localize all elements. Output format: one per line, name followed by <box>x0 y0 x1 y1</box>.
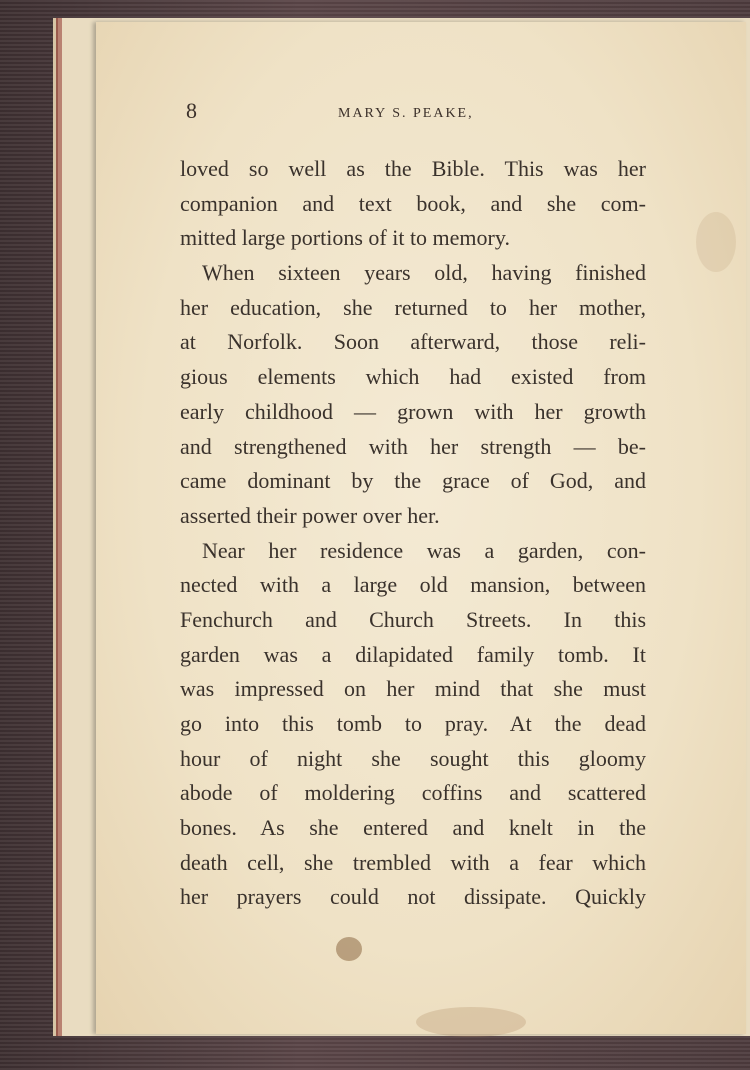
stain-bottom <box>416 1007 526 1037</box>
text-line: asserted their power over her. <box>180 502 440 528</box>
text-line: at Norfolk. Soon afterward, those reli- <box>180 329 646 355</box>
text-line: loved so well as the Bible. This was her <box>180 156 646 181</box>
text-line: her prayers could not dissipate. Quickly <box>180 884 646 910</box>
text-line: bones. As she entered and knelt in the <box>180 815 646 841</box>
text-line: early childhood — grown with her growth <box>180 398 646 424</box>
text-line: her education, she returned to her mother, <box>180 294 646 320</box>
text-line: companion and text book, and she com- <box>180 190 646 216</box>
text-line: mitted large portions of it to memory. <box>180 225 510 251</box>
text-line: gious elements which had existed from <box>180 364 646 390</box>
text-line: go into this tomb to pray. At the dead <box>180 711 646 736</box>
page-text <box>180 152 646 915</box>
text-line: Fenchurch and Church Streets. In this <box>180 606 646 632</box>
text-line: When sixteen years old, having finished <box>202 260 646 286</box>
page-header <box>186 98 516 128</box>
text-line: death cell, she trembled with a fear which <box>180 849 646 875</box>
text-line: abode of moldering coffins and scattered <box>180 780 646 806</box>
text-line: hour of night she sought this gloomy <box>180 745 646 771</box>
stain-margin <box>696 212 736 272</box>
text-line: nected with a large old mansion, between <box>180 572 646 598</box>
text-line: Near her residence was a garden, con- <box>202 537 646 563</box>
text-line: garden was a dilapidated family tomb. It <box>180 641 646 667</box>
stain-spot <box>336 937 362 961</box>
text-line: came dominant by the grace of God, and <box>180 468 646 494</box>
page-number: 8 <box>186 98 197 123</box>
text-line: was impressed on her mind that she must <box>180 676 646 702</box>
text-line: and strengthened with her strength — be- <box>180 433 646 459</box>
running-title: MARY S. PEAKE, <box>338 106 474 121</box>
